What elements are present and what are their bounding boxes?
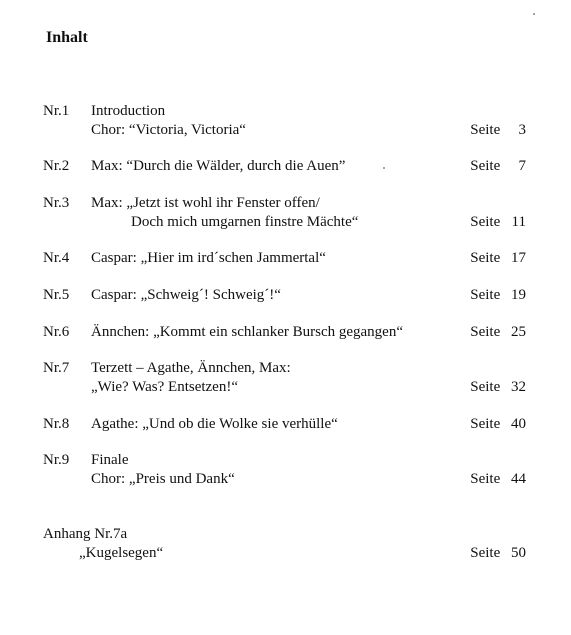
seite-label: Seite xyxy=(470,471,501,487)
page-number: 25 xyxy=(511,324,526,340)
page-reference xyxy=(470,249,526,267)
page-reference xyxy=(470,378,526,396)
page-reference xyxy=(470,157,526,175)
page-reference xyxy=(470,323,526,341)
seite-label: Seite xyxy=(470,545,501,561)
seite-label: Seite xyxy=(470,158,501,174)
page-reference xyxy=(470,213,526,231)
entry-line: Max: “Durch die Wälder, durch die Auen” xyxy=(91,158,346,174)
seite-label: Seite xyxy=(470,287,501,303)
page-reference xyxy=(470,544,526,562)
entry-line: Agathe: „Und ob die Wolke sie verhülle“ xyxy=(91,416,338,432)
entry-line: Max: „Jetzt ist wohl ihr Fenster offen/ xyxy=(91,195,320,211)
entry-number: Nr.7 xyxy=(43,360,70,376)
entry-line: Doch mich umgarnen finstre Mächte“ xyxy=(131,214,359,230)
seite-label: Seite xyxy=(470,324,501,340)
page-number: 3 xyxy=(518,122,526,138)
entry-number: Nr.3 xyxy=(43,195,70,211)
entry-number: Nr.8 xyxy=(43,416,70,432)
entry-line: Chor: “Victoria, Victoria“ xyxy=(91,122,246,138)
page-number: 32 xyxy=(511,379,526,395)
entry-number: Nr.6 xyxy=(43,324,70,340)
page-reference xyxy=(470,470,526,488)
seite-label: Seite xyxy=(470,214,501,230)
entry-line: Chor: „Preis und Dank“ xyxy=(91,471,235,487)
entry-number: Nr.9 xyxy=(43,452,70,468)
entry-number: Nr.2 xyxy=(43,158,70,174)
page-number: 11 xyxy=(511,214,526,230)
entry-line: Ännchen: „Kommt ein schlanker Bursch gegangen“ xyxy=(91,324,403,340)
page-number: 50 xyxy=(511,545,526,561)
entry-line: Caspar: „Hier im ird´schen Jammertal“ xyxy=(91,250,326,266)
page-title: Inhalt xyxy=(46,29,88,46)
scan-speck xyxy=(383,167,385,169)
entry-line: Finale xyxy=(91,452,129,468)
scan-speck xyxy=(533,13,535,15)
entry-number: Nr.5 xyxy=(43,287,70,303)
page-number: 44 xyxy=(511,471,526,487)
seite-label: Seite xyxy=(470,379,501,395)
seite-label: Seite xyxy=(470,416,501,432)
page-reference xyxy=(470,286,526,304)
appendix-label: Anhang Nr.7a xyxy=(43,526,128,542)
entry-number: Nr.1 xyxy=(43,103,70,119)
entry-line: „Kugelsegen“ xyxy=(79,545,164,561)
seite-label: Seite xyxy=(470,250,501,266)
page-number: 40 xyxy=(511,416,526,432)
entry-number: Nr.4 xyxy=(43,250,70,266)
page-reference xyxy=(470,121,526,139)
page-reference xyxy=(470,415,526,433)
entry-line: Caspar: „Schweig´! Schweig´!“ xyxy=(91,287,281,303)
page-number: 7 xyxy=(518,158,526,174)
entry-line: Terzett – Agathe, Ännchen, Max: xyxy=(91,360,291,376)
page-number: 17 xyxy=(511,250,526,266)
entry-line: „Wie? Was? Entsetzen!“ xyxy=(91,379,238,395)
page-number: 19 xyxy=(511,287,526,303)
seite-label: Seite xyxy=(470,122,501,138)
entry-line: Introduction xyxy=(91,103,166,119)
